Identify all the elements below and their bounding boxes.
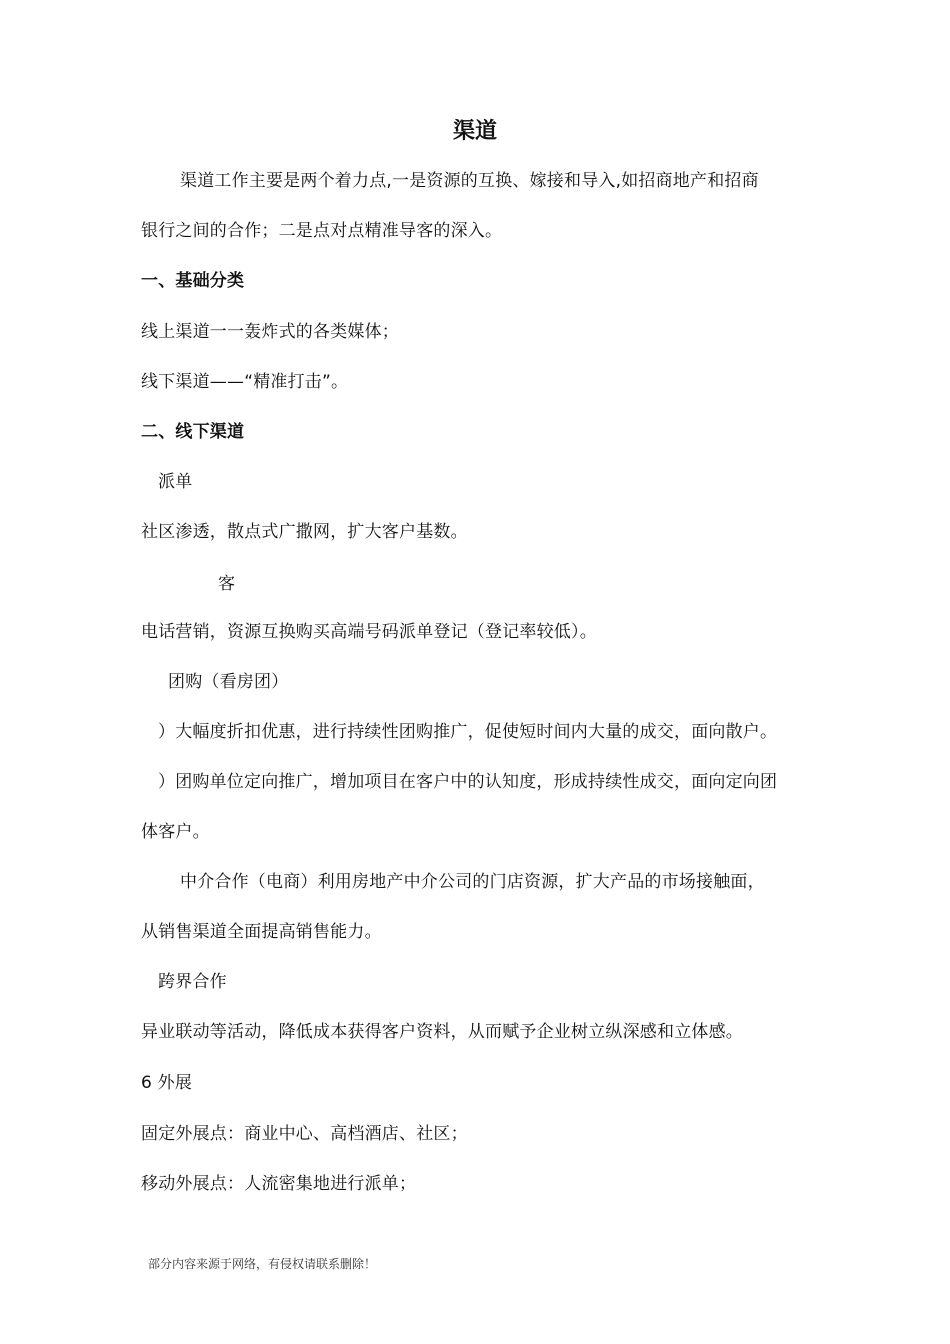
item-customer-desc: 电话营销，资源互换购买高端号码派单登记（登记率较低）。 (141, 622, 597, 642)
item-outreach: 6 外展 (141, 1073, 193, 1093)
intro-line-1: 渠道工作主要是两个着力点,一是资源的互换、嫁接和导入,如招商地产和招商 (180, 171, 759, 191)
footer-disclaimer: 部分内容来源于网络，有侵权请联系删除！ (148, 1257, 377, 1271)
section-heading-offline-channels: 二、线下渠道 (141, 422, 245, 442)
document-title: 渠道 (452, 119, 497, 144)
item-crossover: 跨界合作 (158, 972, 227, 992)
intro-line-2: 银行之间的合作；二是点对点精准导客的深入。 (141, 221, 503, 241)
offline-channel-text: 线下渠道——“精准打击”。 (141, 372, 349, 392)
mobile-outreach-text: 移动外展点：人流密集地进行派单； (141, 1174, 417, 1194)
group-buying-point-2-line-2: 体客户。 (141, 822, 210, 842)
group-buying-point-2-line-1: ）团购单位定向推广，增加项目在客户中的认知度，形成持续性成交，面向定向团 (158, 772, 778, 792)
online-channel-text: 线上渠道一一轰炸式的各类媒体； (141, 322, 399, 342)
fixed-outreach-text: 固定外展点：商业中心、高档酒店、社区； (141, 1124, 468, 1144)
item-customer: 客 (218, 574, 236, 594)
item-flyer-distribution: 派单 (158, 472, 193, 492)
group-buying-point-1: ）大幅度折扣优惠，进行持续性团购推广，促使短时间内大量的成交，面向散户。 (158, 722, 778, 742)
item-group-buying: 团购（看房团） (168, 672, 289, 692)
item-flyer-distribution-desc: 社区渗透，散点式广撒网，扩大客户基数。 (141, 522, 468, 542)
agency-cooperation-line-1: 中介合作（电商）利用房地产中介公司的门店资源，扩大产品的市场接触面， (180, 872, 765, 892)
agency-cooperation-line-2: 从销售渠道全面提高销售能力。 (141, 922, 382, 942)
section-heading-basic-categories: 一、基础分类 (141, 271, 245, 291)
item-crossover-desc: 异业联动等活动，降低成本获得客户资料，从而赋予企业树立纵深感和立体感。 (141, 1022, 743, 1042)
